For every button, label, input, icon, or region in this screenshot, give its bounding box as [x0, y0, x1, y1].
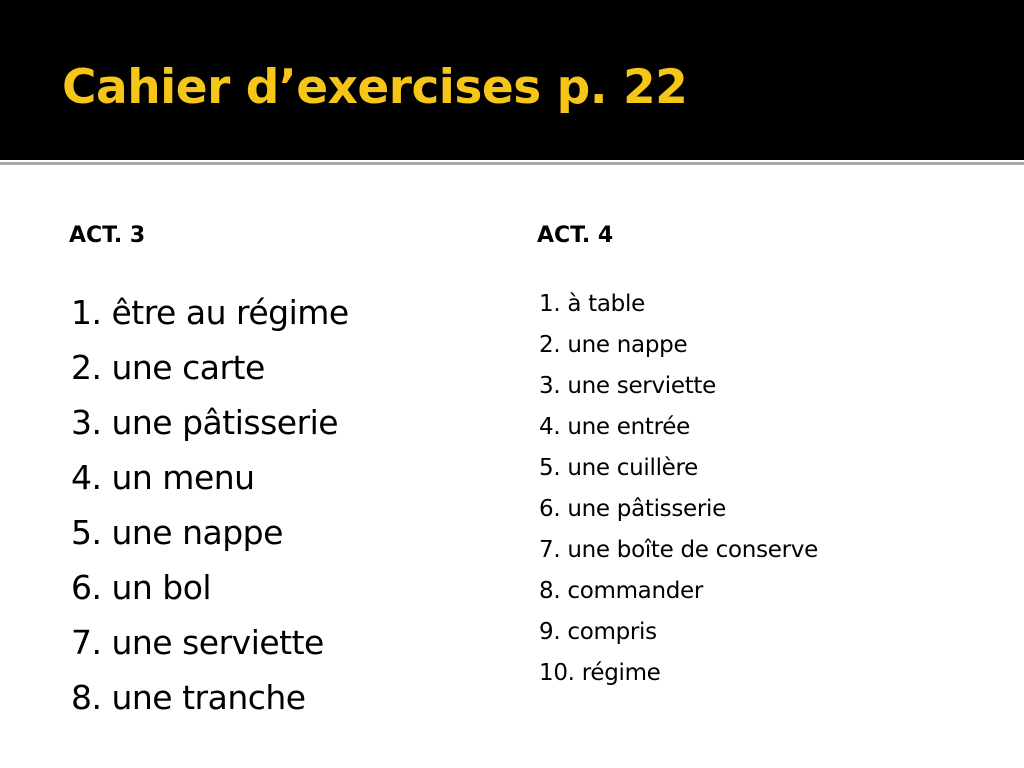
act-3-item-2: 2. une carte [71, 348, 265, 387]
slide-title: Cahier d’exercises p. 22 [62, 60, 688, 115]
title-divider [0, 162, 1024, 165]
act-4-item-1: 1. à table [539, 291, 645, 317]
act-4-item-2: 2. une nappe [539, 332, 688, 358]
act-4-item-9: 9. compris [539, 619, 657, 645]
act-3-item-6: 6. un bol [71, 568, 212, 607]
act-3-answer-list [71, 285, 349, 725]
act-4-item-3: 3. une serviette [539, 373, 716, 399]
act-4-item-8: 8. commander [539, 578, 704, 604]
act-3-item-5: 5. une nappe [71, 513, 283, 552]
act-3-item-4: 4. un menu [71, 458, 255, 497]
act-4-item-6: 6. une pâtisserie [539, 496, 726, 522]
act-3-heading: ACT. 3 [69, 223, 146, 248]
act-4-answer-list [539, 284, 818, 694]
act-3-item-8: 8. une tranche [71, 678, 306, 717]
act-4-heading: ACT. 4 [537, 223, 614, 248]
act-4-item-10: 10. régime [539, 660, 661, 686]
act-4-item-7: 7. une boîte de conserve [539, 537, 818, 563]
act-4-item-4: 4. une entrée [539, 414, 690, 440]
act-3-item-1: 1. être au régime [71, 293, 349, 332]
act-4-item-5: 5. une cuillère [539, 455, 699, 481]
act-3-item-3: 3. une pâtisserie [71, 403, 339, 442]
act-3-item-7: 7. une serviette [71, 623, 324, 662]
